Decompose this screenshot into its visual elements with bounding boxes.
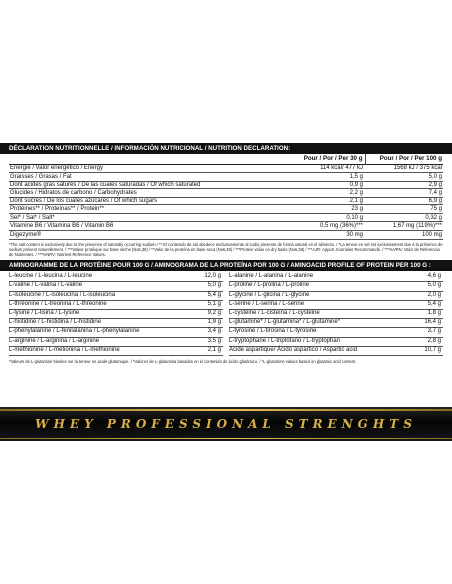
banner-gold-line-bottom (0, 438, 452, 440)
amino-value: 2,1 g (207, 346, 221, 353)
amino-label: Acide aspartique/ Ácido aspártico / Aspartic acid (229, 346, 358, 353)
amino-value: 2,8 g (427, 337, 441, 344)
amino-label: L-phénylalanine / L-fenilalanina / L-phenylalanine (9, 328, 140, 335)
banner-text: WHEY PROFESSIONAL STRENGHTS (35, 417, 417, 431)
nutrition-panel (0, 143, 452, 364)
amino-label: L-valine / L-valina / L-valine (9, 282, 83, 289)
brand-banner (0, 407, 452, 441)
value-per-100g: 1,67 mg (119%)*** (365, 222, 443, 231)
amino-label: L-methionine / L-metionina / L-methionine (9, 346, 120, 353)
nutrient-label: Protéines** / Proteínas** / Protein** (9, 205, 293, 214)
amino-label: L-isoleucine / L-isoleucina / L-isoleucina (9, 291, 116, 298)
nutrition-column-header-row (9, 154, 443, 164)
per-30g-header: Pour / Por / Per 30 g (293, 154, 365, 164)
nutrition-row (9, 222, 443, 231)
nutrient-label: Dont acides gras saturés / De las cuales saturadas / Of which saturated (9, 181, 293, 189)
amino-value: 5,0 g (207, 282, 221, 289)
amino-label: L-glutamine* / L-glutamina* / L-glutamine* (229, 319, 341, 326)
amino-value: 5,0 g (427, 282, 441, 289)
amino-label: L-tyrosine / L-tirosina / L-tyrosine (229, 328, 317, 335)
amino-left-column (9, 273, 223, 356)
value-per-30g: 0,10 g (293, 213, 365, 222)
amino-value: 5,4 g (427, 300, 441, 307)
amino-value: 2,0 g (427, 291, 441, 298)
banner-gold-line-top (0, 409, 452, 411)
nutrient-label: Dont sucres / De los cuales azúcares / Of which sugars (9, 197, 293, 205)
amino-label: L-leucine / L-leucina / L-leucine (9, 273, 93, 280)
amino-title: AMINOGRAMME DE LA PROTÉINE POUR 100 G / AMINOGRAMA DE LA PROTEÍNA POR 100 G / AMINOACID PROFILE OF PROTEIN PER 100 G : (0, 260, 452, 271)
amino-label: L-glycine / L-glicina / L-glycine (229, 291, 310, 298)
nutrition-table (9, 154, 443, 240)
amino-label: L-histidine / L-histidina / L-histidine (9, 319, 102, 326)
amino-value: 4,6 g (427, 273, 441, 280)
nutrition-row (9, 173, 443, 182)
amino-value: 16,4 g (424, 319, 441, 326)
value-per-30g: 1,5 g (293, 173, 365, 182)
amino-value: 3,7 g (427, 328, 441, 335)
amino-footnote: *Valeurs de L-glutamine basées sur la teneur en acide glutamique. / *Valores de L-glutamina basados en el contenido de ácido glutámico. / *L-glutamine values based on glutamic acid content. (9, 358, 357, 364)
nutrient-label: Energie / Valor energético / Energy (9, 164, 293, 173)
value-per-100g: 7,4 g (365, 189, 443, 198)
nutrition-row (9, 213, 443, 222)
nutrient-label: Sel* / Sal* / Salt* (9, 213, 293, 222)
amino-value: 5,4 g (207, 291, 221, 298)
amino-value: 10,7 g (424, 346, 441, 353)
nutrient-label: Digezyme® (9, 231, 293, 240)
amino-label: L-thréonine / L-treonina / L-threonine (9, 300, 107, 307)
nutrient-label: Graisses / Grasas / Fat (9, 173, 293, 182)
nutrition-row (9, 181, 443, 189)
nutrition-row (9, 231, 443, 240)
value-per-30g: 30 mg (293, 231, 365, 240)
amino-value: 12,0 g (204, 273, 221, 280)
nutrition-row (9, 197, 443, 205)
value-per-30g: 114 kcal/ 477 kJ (293, 164, 365, 173)
amino-label: L-serine / L-serina / L-serine (229, 300, 305, 307)
value-per-100g: 5,0 g (365, 173, 443, 182)
value-per-100g: 6,9 g (365, 197, 443, 205)
value-per-100g: 2,9 g (365, 181, 443, 189)
amino-row (229, 347, 443, 356)
amino-value: 1,9 g (207, 319, 221, 326)
per-100g-header: Pour / Por / Per 100 g (365, 154, 443, 164)
value-per-30g: 2,1 g (293, 197, 365, 205)
amino-value: 3,5 g (207, 337, 221, 344)
nutrient-label: Vitamine B6 / Vitamina B6 / Vitamin B6 (9, 222, 293, 231)
nutrition-row (9, 164, 443, 173)
value-per-100g: 75 g (365, 205, 443, 214)
amino-label: L-tryptophane / L-triptófano / L-tryptophan (229, 337, 341, 344)
value-per-100g: 1568 kJ / 375 kcal (365, 164, 443, 173)
amino-value: 5,1 g (207, 300, 221, 307)
nutrition-title: DÉCLARATION NUTRITIONNELLE / INFORMACIÓN NUTRICIONAL / NUTRITION DECLARATION: (0, 143, 452, 154)
amino-label: L-cystéine / L-cisteína / L-cysteine (229, 310, 320, 316)
amino-value: 3,4 g (207, 328, 221, 335)
nutrition-row (9, 205, 443, 214)
amino-table (9, 273, 443, 356)
nutrition-footnote: *The salt content is exclusively due to the presence of naturally occurring sodium / ** El contenido de sal obedece exclusivamente al sodio presente de forma natural en el alimento. / *La teneur en sel est exclusivement due à la présence de sodium présent naturellement. / ***Valeur protéique sur base sèche (Nx6,38) / **Valor de la proteína en base seca (Nx6,38) / ***Protein value on dry basis (Nx6,38) / ***AJR: Apport Journalier Recommandé. / ***%VRN: Valor de Referencia de Nutrientes. / ***%NRV: Nutrient Reference Values. (9, 241, 443, 258)
amino-value: 9,2 g (207, 310, 221, 316)
value-per-100g: 0,32 g (365, 213, 443, 222)
amino-label: L-proline / L-prolina / L-proline (229, 282, 310, 289)
value-per-30g: 0,9 g (293, 181, 365, 189)
value-per-30g: 23 g (293, 205, 365, 214)
value-per-30g: 2,2 g (293, 189, 365, 198)
amino-right-column (229, 273, 443, 356)
value-per-100g: 100 mg (365, 231, 443, 240)
amino-label: L-arginine / L-arginina / L-arginine (9, 337, 100, 344)
amino-label: L-alanine / L-alanina / L-alanine (229, 273, 314, 280)
blank-header-cell (9, 154, 293, 164)
nutrition-row (9, 189, 443, 198)
value-per-30g: 0,5 mg (36%)*** (293, 222, 365, 231)
amino-value: 1,8 g (427, 310, 441, 316)
amino-row (9, 347, 223, 356)
nutrient-label: Glucides / Hidratos de carbono / Carbohydrates (9, 189, 293, 198)
amino-label: L-lysine / L-lisina / L-lysine (9, 310, 80, 316)
